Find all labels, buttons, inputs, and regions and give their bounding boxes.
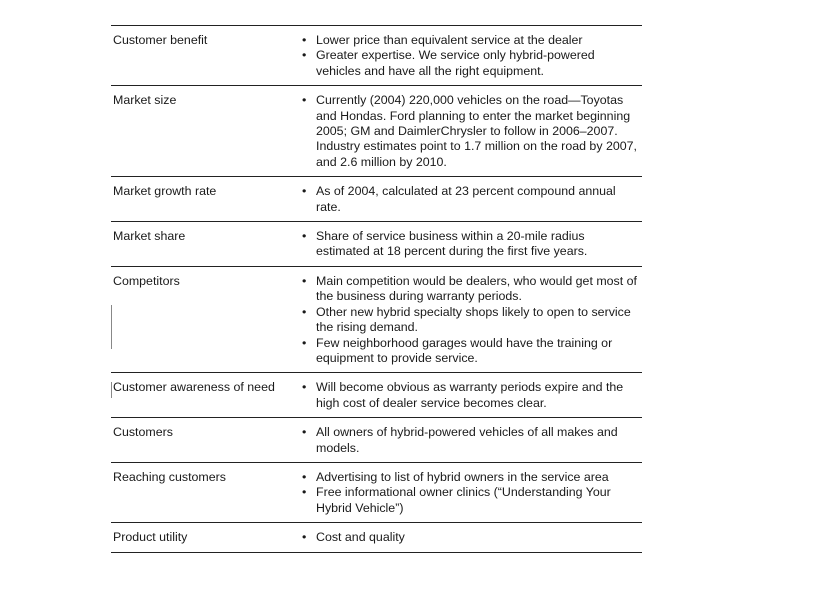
list-item: [301, 305, 642, 336]
bullet-icon: •: [302, 93, 307, 108]
bullet-list: [301, 93, 642, 170]
bullet-icon: •: [302, 380, 307, 395]
bullet-list: [301, 229, 642, 260]
bullet-text: Will become obvious as warranty periods expire and the high cost of dealer service becomes clear.: [316, 380, 624, 410]
list-item: [301, 184, 642, 215]
table-row: [111, 463, 642, 523]
bullet-text: Cost and quality: [316, 530, 405, 545]
table-row: [111, 26, 642, 86]
table-row: [111, 523, 642, 552]
row-label: Customer benefit: [113, 33, 208, 47]
table-row: [111, 418, 642, 463]
list-item: [301, 93, 642, 170]
scan-rule: [111, 382, 112, 398]
row-label: Market size: [113, 93, 177, 108]
list-item: [301, 530, 642, 545]
bullet-icon: •: [302, 48, 307, 63]
table-row: [111, 267, 642, 373]
table-row: [111, 222, 642, 267]
bullet-icon: •: [302, 469, 307, 484]
row-label: Product utility: [113, 530, 188, 545]
bullet-text: Greater expertise. We service only hybrid-powered vehicles and have all the right equipment.: [316, 48, 595, 78]
bullet-icon: •: [302, 304, 307, 319]
list-item: [301, 48, 642, 79]
list-item: [301, 380, 642, 411]
bullet-icon: •: [302, 229, 307, 244]
bullet-text: Main competition would be dealers, who would get most of the business during warranty periods.: [316, 273, 637, 304]
bullet-text: As of 2004, calculated at 23 percent compound annual rate.: [316, 184, 616, 214]
bullet-list: [301, 33, 642, 79]
bullet-list: [301, 530, 642, 545]
row-label: Customers: [113, 425, 173, 440]
bullet-text: Advertising to list of hybrid owners in the service area: [316, 469, 609, 484]
bullet-icon: •: [302, 485, 307, 500]
bullet-icon: •: [302, 530, 307, 545]
row-label: Reaching customers: [113, 469, 226, 484]
bullet-list: [301, 470, 642, 516]
row-label: Market share: [113, 229, 186, 244]
bullet-text: Lower price than equivalent service at the dealer: [316, 33, 583, 47]
list-item: [301, 229, 642, 260]
bullet-icon: •: [302, 335, 307, 350]
list-item: [301, 274, 642, 305]
row-label: Customer awareness of need: [113, 380, 275, 395]
list-item: [301, 485, 642, 516]
bullet-text: Other new hybrid specialty shops likely to open to service the rising demand.: [316, 304, 631, 335]
bullet-list: [301, 380, 642, 411]
bullet-text: Share of service business within a 20-mile radius estimated at 18 percent during the first five years.: [316, 229, 588, 259]
scan-rule: [111, 305, 112, 349]
bullet-icon: •: [302, 273, 307, 288]
row-label: Market growth rate: [113, 184, 217, 199]
list-item: [301, 336, 642, 367]
bullet-text: Free informational owner clinics (“Understanding Your Hybrid Vehicle”): [316, 485, 611, 515]
market-analysis-table: [111, 25, 642, 553]
bullet-text: Currently (2004) 220,000 vehicles on the road—Toyotas and Hondas. Ford planning to enter the market beginning 2005; GM and DaimlerChrysler to follow in 2006–2007. Industry estimates point to 1.7 million on the road by 2007, and 2.6 million by 2010.: [316, 93, 637, 169]
table-row: [111, 86, 642, 177]
table-row: [111, 373, 642, 418]
list-item: [301, 425, 642, 456]
bullet-list: [301, 425, 642, 456]
list-item: [301, 470, 642, 485]
bullet-text: Few neighborhood garages would have the training or equipment to provide service.: [316, 335, 613, 365]
bullet-icon: •: [302, 184, 307, 199]
bullet-text: All owners of hybrid-powered vehicles of all makes and models.: [316, 425, 618, 455]
row-label: Competitors: [113, 273, 180, 288]
bullet-list: [301, 274, 642, 366]
bullet-icon: •: [302, 33, 307, 47]
table-row: [111, 177, 642, 222]
bullet-list: [301, 184, 642, 215]
list-item: [301, 33, 642, 48]
bullet-icon: •: [302, 425, 307, 440]
